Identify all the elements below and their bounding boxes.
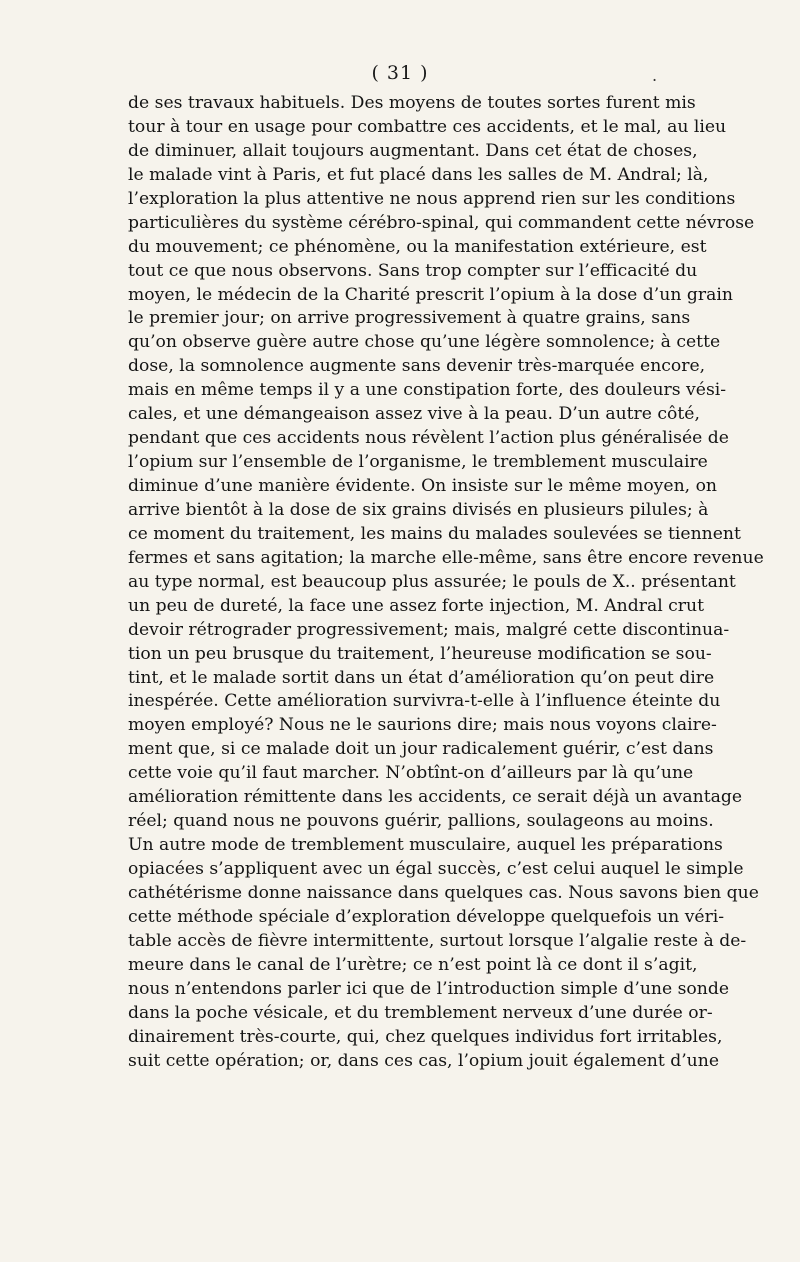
text-line: moyen, le médecin de la Charité prescrit l’opium à la dose d’un grain (128, 284, 733, 305)
text-line: dose, la somnolence augmente sans devenir très-marquée encore, (128, 356, 706, 377)
text-line: le premier jour; on arrive progressivement à quatre grains, sans (128, 308, 691, 329)
text-line: de ses travaux habituels. Des moyens de toutes sortes furent mis (128, 93, 696, 113)
text-line: tour à tour en usage pour combattre ces accidents, et le mal, au lieu (128, 116, 727, 137)
text-line: amélioration rémittente dans les accidents, ce serait déjà un avantage (128, 787, 743, 808)
text-line: pendant que ces accidents nous révèlent l’action plus généralisée de (128, 428, 729, 449)
page-number: ( 31 ) (371, 62, 429, 84)
text-line: le malade vint à Paris, et fut placé dans les salles de M. Andral; là, (128, 164, 709, 185)
text-line: cales, et une démangeaison assez vive à la peau. D’un autre côté, (128, 404, 700, 425)
text-line: inespérée. Cette amélioration survivra-t-elle à l’influence éteinte du (128, 691, 721, 712)
text-line: au type normal, est beaucoup plus assurée; le pouls de X.. présentant (128, 571, 736, 592)
body-text (128, 92, 764, 1073)
text-line: du mouvement; ce phénomène, ou la manifestation extérieure, est (128, 236, 707, 257)
text-line: de diminuer, allait toujours augmentant. Dans cet état de choses, (128, 140, 698, 161)
text-line: tint, et le malade sortit dans un état d’amélioration qu’on peut dire (128, 667, 715, 688)
text-line: Un autre mode de tremblement musculaire, auquel les préparations (128, 835, 723, 856)
margin-mark: . (652, 66, 658, 85)
text-line: un peu de dureté, la face une assez forte injection, M. Andral crut (128, 595, 704, 616)
text-line: moyen employé? Nous ne le saurions dire; mais nous voyons claire- (128, 715, 717, 736)
text-line: qu’on observe guère autre chose qu’une légère somnolence; à cette (128, 332, 721, 353)
text-line: mais en même temps il y a une constipation forte, des douleurs vési- (128, 380, 727, 401)
text-line: l’opium sur l’ensemble de l’organisme, le tremblement musculaire (128, 452, 708, 473)
text-line: tout ce que nous observons. Sans trop compter sur l’efficacité du (128, 260, 698, 281)
text-line: meure dans le canal de l’urètre; ce n’est point là ce dont il s’agit, (128, 954, 698, 975)
text-line: tion un peu brusque du traitement, l’heureuse modification se sou- (128, 643, 712, 664)
text-line: ment que, si ce malade doit un jour radicalement guérir, c’est dans (128, 739, 714, 760)
text-line: arrive bientôt à la dose de six grains divisés en plusieurs pilules; à (128, 499, 709, 520)
text-line: particulières du système cérébro-spinal, qui commandent cette névrose (128, 212, 755, 233)
text-line: fermes et sans agitation; la marche elle-même, sans être encore revenue (128, 547, 764, 568)
text-line: ce moment du traitement, les mains du malades soulevées se tiennent (128, 523, 741, 544)
text-line: opiacées s’appliquent avec un égal succès, c’est celui auquel le simple (128, 859, 744, 879)
text-line: suit cette opération; or, dans ces cas, l’opium jouit également d’une (128, 1050, 719, 1071)
text-line: cathétérisme donne naissance dans quelques cas. Nous savons bien que (128, 882, 759, 903)
text-line: nous n’entendons parler ici que de l’introduction simple d’une sonde (128, 978, 730, 999)
text-line: devoir rétrograder progressivement; mais, malgré cette discontinua- (128, 619, 730, 640)
text-line: cette voie qu’il faut marcher. N’obtînt-on d’ailleurs par là qu’une (128, 763, 694, 784)
text-line: diminue d’une manière évidente. On insiste sur le même moyen, on (128, 476, 717, 496)
text-line: l’exploration la plus attentive ne nous apprend rien sur les conditions (128, 188, 736, 209)
text-line: dinairement très-courte, qui, chez quelques individus fort irritables, (128, 1026, 723, 1047)
text-line: réel; quand nous ne pouvons guérir, pallions, soulageons au moins. (128, 811, 714, 832)
text-line: table accès de fièvre intermittente, surtout lorsque l’algalie reste à de- (128, 930, 747, 951)
text-line: dans la poche vésicale, et du tremblement nerveux d’une durée or- (128, 1002, 713, 1023)
text-line: cette méthode spéciale d’exploration développe quelquefois un véri- (128, 906, 725, 927)
